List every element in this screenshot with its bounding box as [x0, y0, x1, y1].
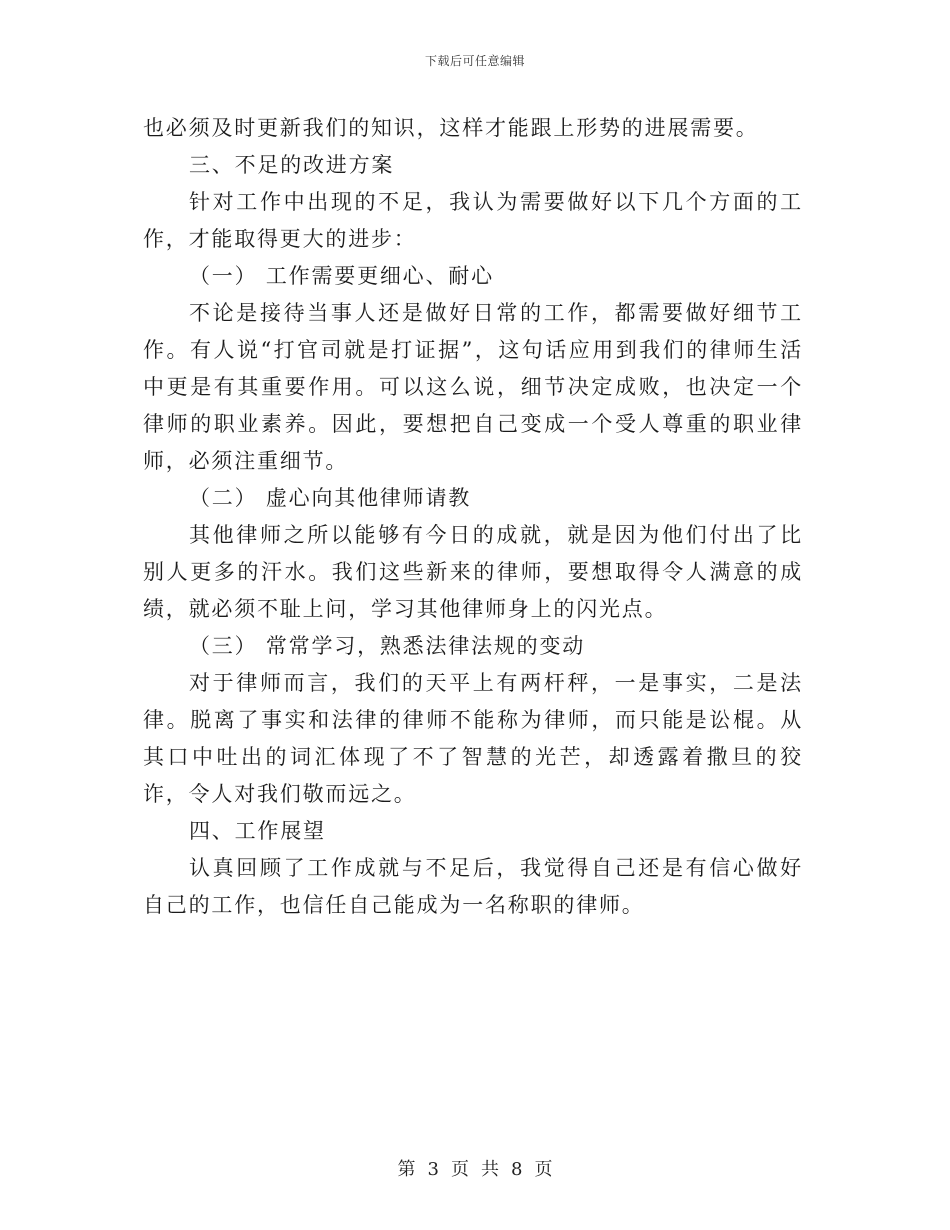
footer-current-page: 3 [427, 1159, 439, 1180]
paragraph-continuation: 也必须及时更新我们的知识，这样才能跟上形势的进展需要。 [143, 116, 759, 140]
subheading-careful-patient: （一） 工作需要更细心、耐心 [189, 264, 494, 288]
footer-suffix: 页 [534, 1159, 553, 1180]
document-body [143, 110, 803, 924]
paragraph-other-lawyers: 其他律师之所以能够有今日的成就，就是因为他们付出了比别人更多的汗水。我们这些新来的律师，要想取得令人满意的成绩，就必须不耻上问，学习其他律师身上的闪光点。 [143, 523, 803, 621]
section-heading-outlook: 四、工作展望 [189, 819, 326, 843]
paragraph-details: 不论是接待当事人还是做好日常的工作，都需要做好细节工作。有人说“打官司就是打证据”，这句话应用到我们的律师生活中更是有其重要作用。可以这么说，细节决定成败，也决定一个律师的职业素养。因此，要想把自己变成一个受人尊重的职业律师，必须注重细节。 [143, 301, 803, 473]
page-number-footer [0, 1155, 950, 1181]
page-header: 下载后可任意编辑 [424, 54, 525, 68]
footer-page-word: 页 [451, 1159, 469, 1180]
paragraph-facts-and-law: 对于律师而言，我们的天平上有两杆秤，一是事实，二是法律。脱离了事实和法律的律师不能称为律师，而只能是讼棍。从其口中吐出的词汇体现了不了智慧的光芒，却透露着撒旦的狡诈，令人对我们敬而远之。 [143, 671, 803, 806]
section-heading-improvement-plan: 三、不足的改进方案 [189, 153, 395, 177]
footer-prefix: 第 [397, 1159, 416, 1180]
footer-total-pages: 8 [511, 1159, 523, 1180]
paragraph-improvement-intro: 针对工作中出现的不足，我认为需要做好以下几个方面的工作，才能取得更大的进步： [143, 190, 803, 251]
subheading-learn-from-others: （二） 虚心向其他律师请教 [189, 486, 472, 510]
subheading-study-laws: （三） 常常学习，熟悉法律法规的变动 [189, 634, 586, 658]
footer-total-word: 共 [481, 1159, 499, 1180]
paragraph-outlook: 认真回顾了工作成就与不足后，我觉得自己还是有信心做好自己的工作，也信任自己能成为一名称职的律师。 [143, 856, 803, 917]
